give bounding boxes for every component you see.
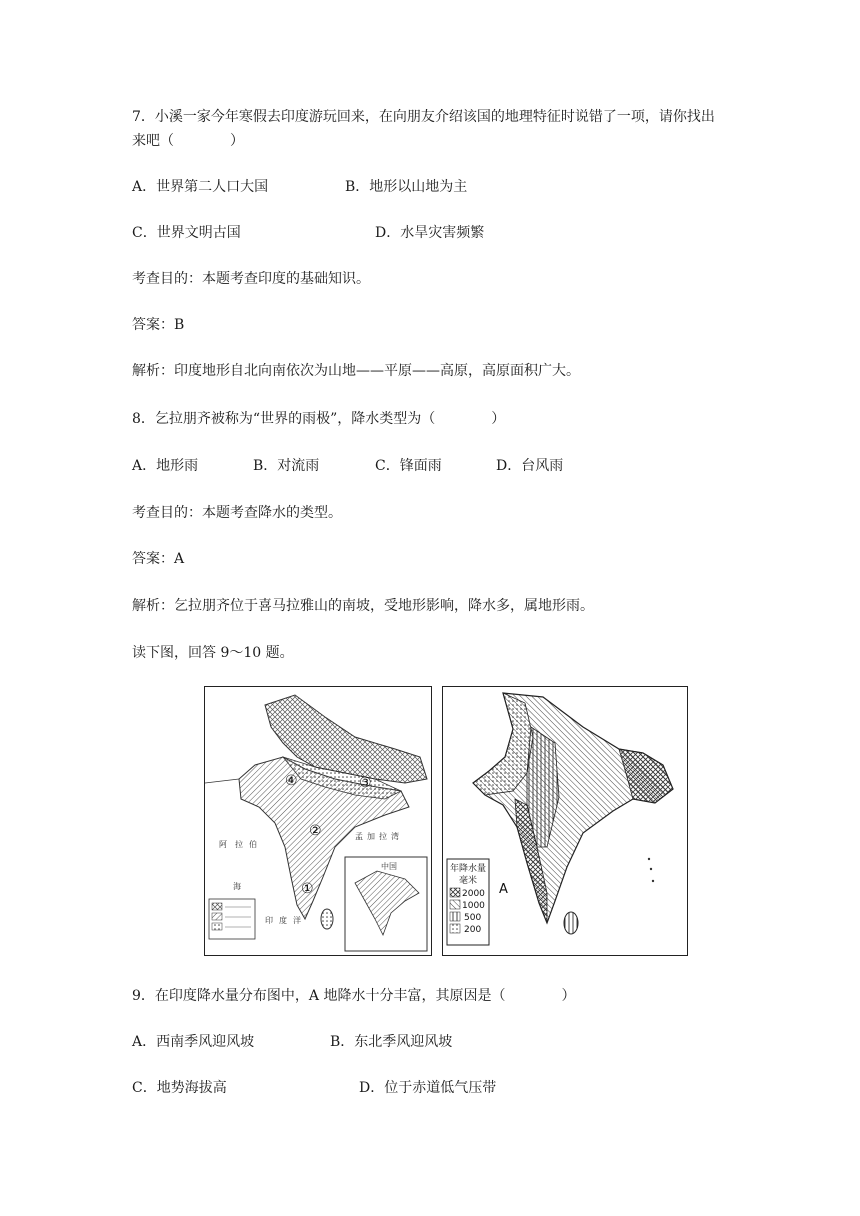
inset-title: 中国: [381, 862, 397, 871]
q9-option-b: B．东北季风迎风坡: [330, 1034, 453, 1050]
legend-title: 年降水量: [450, 864, 487, 874]
right-map-precipitation: [442, 686, 688, 956]
q9-option-a: A．西南季风迎风坡: [132, 1034, 255, 1050]
legend-value-500: 500: [464, 913, 482, 923]
q8-analysis: 解析：乞拉朋齐位于喜马拉雅山的南坡，受地形影响，降水多，属地形雨。: [132, 598, 594, 614]
label-bengal-2: 加: [367, 832, 375, 841]
inset-map: [345, 857, 427, 951]
q7-answer: 答案：B: [132, 317, 185, 333]
legend-value-200: 200: [464, 925, 482, 935]
marker-1: ①: [301, 881, 314, 897]
q7-analysis: 解析：印度地形自北向南依次为山地——平原——高原，高原面积广大。: [132, 363, 580, 379]
label-ocean-3: 洋: [293, 916, 301, 925]
q8-option-a: A．地形雨: [132, 458, 199, 474]
label-arabian-4: 海: [233, 882, 241, 891]
q7-purpose: 考查目的：本题考查印度的基础知识。: [132, 271, 370, 287]
q9-option-d: D．位于赤道低气压带: [359, 1080, 497, 1096]
q7-option-b: B．地形以山地为主: [345, 179, 468, 195]
q7-option-c: C．世界文明古国: [132, 225, 241, 241]
point-a-label: A: [499, 882, 508, 897]
label-bengal-4: 湾: [391, 832, 399, 841]
q8-option-d: D．台风雨: [496, 458, 564, 474]
read-prompt: 读下图，回答 9～10 题。: [132, 645, 294, 661]
legend-value-2000: 2000: [462, 889, 485, 899]
marker-2: ②: [309, 823, 322, 839]
q8-option-c: C．锋面雨: [375, 458, 442, 474]
marker-3: ③: [359, 775, 372, 791]
label-bengal-1: 孟: [355, 832, 363, 841]
legend-unit: 毫米: [459, 876, 478, 886]
left-map-legend: [209, 899, 255, 939]
q7-option-a: A．世界第二人口大国: [132, 179, 269, 195]
q8-answer: 答案：A: [132, 551, 185, 567]
q7-stem-line2: 来吧（ ）: [132, 133, 244, 149]
label-arabian-2: 拉: [235, 840, 243, 849]
label-arabian-3: 伯: [249, 840, 257, 849]
marker-4: ④: [285, 773, 298, 789]
label-bengal-3: 拉: [379, 832, 387, 841]
label-arabian-1: 阿: [219, 840, 227, 849]
legend-value-1000: 1000: [462, 901, 485, 911]
label-ocean-1: 印: [265, 916, 273, 925]
q9-option-c: C．地势海拔高: [132, 1080, 227, 1096]
q7-option-d: D．水旱灾害频繁: [375, 225, 485, 241]
india-maps-figure: [204, 686, 686, 958]
label-ocean-2: 度: [279, 916, 287, 925]
q8-purpose: 考查目的：本题考查降水的类型。: [132, 505, 342, 521]
precip-legend: [447, 859, 489, 945]
q9-stem: 9．在印度降水量分布图中，A 地降水十分丰富，其原因是（ ）: [132, 988, 576, 1004]
left-map-terrain: [204, 686, 432, 956]
q7-stem-line1: 7．小溪一家今年寒假去印度游玩回来，在向朋友介绍该国的地理特征时说错了一项，请你找出: [132, 109, 715, 125]
q8-stem: 8．乞拉朋齐被称为“世界的雨极”，降水类型为（ ）: [132, 411, 506, 427]
q8-option-b: B．对流雨: [253, 458, 320, 474]
